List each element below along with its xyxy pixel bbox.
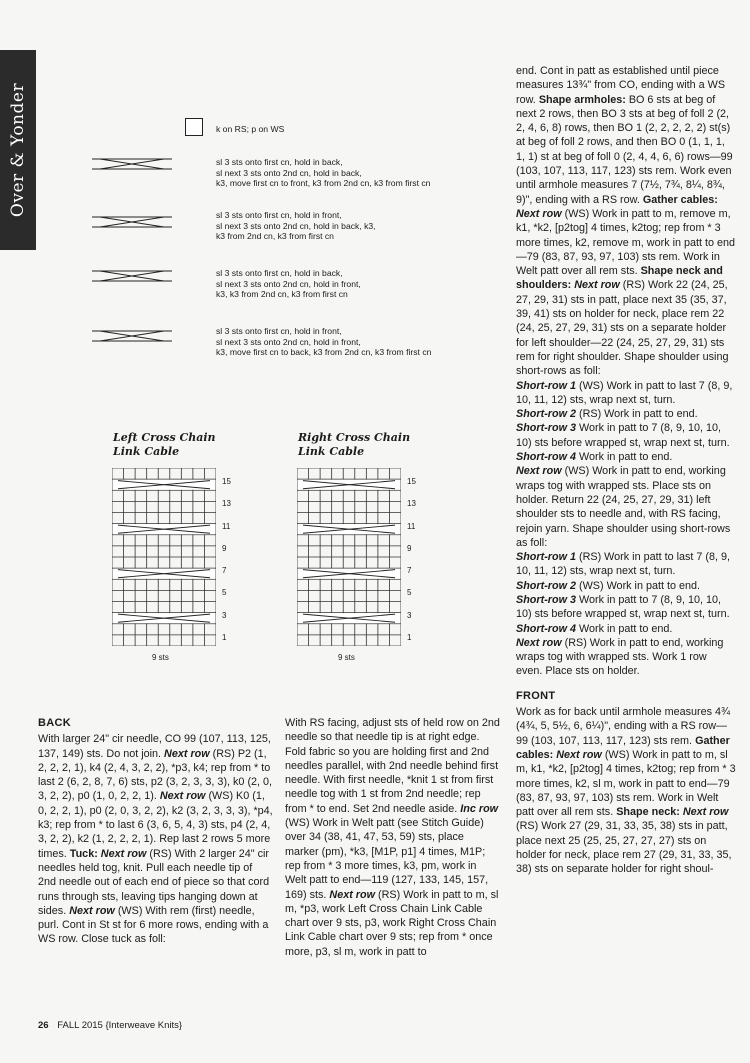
knit-symbol: [185, 118, 203, 136]
row-number: 15: [407, 477, 416, 487]
back-continued: end. Cont in patt as established until piece measures 13¾" from CO, ending with a WS row. Shape armholes: BO 6 sts at beg of next 2 rows, then BO 3 sts at beg of foll 2 (2, 2, 4, 6, 8) rows, then BO 1 (2, 2, 2, 2, 2) st(s) at beg of foll 2 rows, and then BO 0 (1, 1, 1, 1, 1) st at beg of foll 0 (2, 4, 4, 6, 6) rows—99 (103, 107, 113, 117, 123) sts rem. Work even until armhole measures 7 (7½, 7¾, 8¼, 8¾, 9)", ending with a RS row. Gather cables: Next row (WS) Work in patt to m, remove m, k1, *k2, [p2tog] 4 times, k2tog; rep from * 3 more times, k2, remove m, work in patt to end—79 (83, 87, 93, 97, 103) sts rem. Work in Welt patt over all rem sts. Shape neck and shoulders: Next row (RS) Work 22 (24, 25, 27, 29, 31) sts in patt, place next 35 (35, 37, 39, 41) sts on holder for neck, place rem 22 (24, 25, 27, 29, 31) sts on a separate holder for left shoulder—22 (24, 25, 27, 29, 31) sts rem for right shoulder. Shape shoulder using short-rows as foll:: [516, 65, 736, 378]
left-chart-grid: [112, 468, 216, 646]
page-footer: [38, 1020, 182, 1031]
row-number: 9: [222, 543, 227, 553]
column-2: [285, 716, 500, 959]
front-heading: FRONT: [516, 689, 556, 702]
right-chart-title: Right Cross Chain Link Cable: [298, 431, 411, 458]
key-item-3: sl 3 sts onto first cn, hold in back, sl next 3 sts onto 2nd cn, hold in front, k3, k3 from 2nd cn, k3 from first cn: [216, 268, 361, 299]
short-row-2b: Short-row 2 (WS) Work in patt to end.: [516, 579, 700, 592]
col2-body: With RS facing, adjust sts of held row on 2nd needle so that needle tip is at right edge. Fold fabric so you are holding first and 2nd needles parallel, with 2nd needle behind first needle. With first needle, *knit 1 st from first needle tog with 1 st from 2nd needle; rep from * to end. Set 2nd needle aside. Inc row (WS) Work in Welt patt (see Stitch Guide) over 34 (38, 41, 47, 53, 59) sts, place marker (pm), *k3, [M1P, p1] 4 times, M1P; rep from * 3 more times, k3, pm, work in Welt patt to end—119 (127, 133, 145, 157, 169) sts. Next row (RS) Work in patt to m, sl m, *p3, work Left Cross Chain Link Cable chart over 9 sts, p3, work Right Cross Chain Link Cable chart over 9 sts; rep from * once more, p3, sl m, work in patt to: [285, 717, 500, 958]
row-number: 11: [222, 521, 231, 531]
right-chart-grid: [297, 468, 401, 646]
section-tab: [0, 50, 36, 250]
after-short-rows-2: Next row (RS) Work in patt to end, working wraps tog with wrapped sts. Work 1 row even. Place sts on holder.: [516, 636, 724, 678]
row-number: 5: [407, 588, 412, 598]
row-number: 9: [407, 543, 412, 553]
row-number: 11: [407, 521, 416, 531]
short-row-4: Short-row 4 Work in patt to end.: [516, 451, 673, 464]
cable-symbol-4: [92, 328, 172, 344]
column-3: [516, 64, 736, 877]
footer-text: FALL 2015 {Interweave Knits}: [57, 1020, 183, 1031]
row-number: 5: [222, 588, 227, 598]
cable-symbol-1: [92, 156, 172, 172]
row-number: 1: [407, 632, 412, 642]
short-row-4b: Short-row 4 Work in patt to end.: [516, 622, 673, 635]
row-number: 15: [222, 477, 231, 487]
row-number: 3: [222, 610, 227, 620]
key-knit-label: k on RS; p on WS: [216, 124, 285, 134]
row-number: 7: [222, 566, 227, 576]
cable-symbol-2: [92, 214, 172, 230]
row-number: 3: [407, 610, 412, 620]
after-short-rows: Next row (WS) Work in patt to end, working wraps tog with wrapped sts. Place sts on holder. Return 22 (24, 25, 27, 29, 31) left shoulder sts to needle and, with RS facing, rejoin yarn. Shape shoulder using short-rows as foll:: [516, 465, 731, 549]
key-item-4: sl 3 sts onto first cn, hold in front, sl next 3 sts onto 2nd cn, hold in front, k3, move first cn to back, k3 from 2nd cn, k3 from first cn: [216, 326, 432, 357]
short-row-3b: Short-row 3 Work in patt to 7 (8, 9, 10, 10, 10) sts before wrapped st, wrap next st, turn.: [516, 593, 730, 621]
right-chart-sts: 9 sts: [338, 653, 355, 662]
key-item-2: sl 3 sts onto first cn, hold in front, sl next 3 sts onto 2nd cn, hold in back, k3, k3 from 2nd cn, k3 from first cn: [216, 210, 376, 241]
key-item-1: sl 3 sts onto first cn, hold in back, sl next 3 sts onto 2nd cn, hold in back, k3, move first cn to front, k3 from 2nd cn, k3 from first cn: [216, 157, 431, 188]
front-body: Work as for back until armhole measures 4¾ (4¾, 5, 5½, 6, 6¼)", ending with a RS row—99 (103, 107, 113, 117, 123) sts rem. Gather cables: Next row (WS) Work in patt to m, sl m, k1, *k2, [p2tog] 4 times, k2tog; rep from * 3 more times, k2, sl m, work in patt to end—79 (83, 87, 93, 97, 103) sts rem. Work in Welt patt over all rem sts. Shape neck: Next row (RS) Work 27 (29, 31, 33, 35, 38) sts in patt, place next 25 (25, 25, 27, 27, 27) sts on holder for neck, place rem 27 (29, 31, 33, 35, 38) sts on separate holder for right shoul-: [516, 706, 736, 876]
short-row-2: Short-row 2 (RS) Work in patt to end.: [516, 408, 698, 421]
back-body: With larger 24" cir needle, CO 99 (107, 113, 125, 137, 149) sts. Do not join. Next row (RS) P2 (1, 2, 2, 2, 1), k4 (2, 4, 3, 2, 2), *p3, k4; rep from * to last 2 (6, 2, 8, 7, 6) sts, p2 (3, 2, 3, 3, 3), k0 (2, 0, 3, 2, 2), p0 (1, 0, 2, 2, 1). Next row (WS) K0 (1, 0, 2, 2, 1), p0 (2, 0, 3, 2, 2), k2 (3, 2, 3, 3, 3), *p4, k3; rep from * to last 6 (3, 6, 5, 4, 3) sts, p4 (2, 4, 3, 2, 2), k2 (1, 2, 2, 2, 1). Rep last 2 rows 5 more times. Tuck: Next row (RS) With 2 larger 24" cir needles held tog, knit. Pull each needle tip of 2nd needle out of each end of piece so that cord runs through sts, leaving tips hanging down at sides. Next row (WS) With rem (first) needle, purl. Cont in St st for 6 more rows, ending with a WS row. Close tuck as foll:: [38, 733, 273, 946]
row-number: 1: [222, 632, 227, 642]
short-row-1b: Short-row 1 (RS) Work in patt to last 7 (8, 9, 10, 11, 12) sts, wrap next st, turn.: [516, 551, 730, 578]
column-1: [38, 716, 273, 947]
short-row-3: Short-row 3 Work in patt to 7 (8, 9, 10, 10, 10) sts before wrapped st, wrap next st, turn.: [516, 422, 730, 449]
row-number: 13: [222, 499, 231, 509]
row-number: 13: [407, 499, 416, 509]
section-tab-label: Over & Yonder: [8, 82, 28, 218]
left-chart-sts: 9 sts: [152, 653, 169, 662]
page-number: 26: [38, 1020, 49, 1031]
short-row-1: Short-row 1 (WS) Work in patt to last 7 (8, 9, 10, 11, 12) sts, wrap next st, turn.: [516, 379, 733, 406]
back-heading: BACK: [38, 717, 71, 729]
cable-symbol-3: [92, 268, 172, 284]
left-chart-title: Left Cross Chain Link Cable: [113, 431, 216, 458]
row-number: 7: [407, 566, 412, 576]
